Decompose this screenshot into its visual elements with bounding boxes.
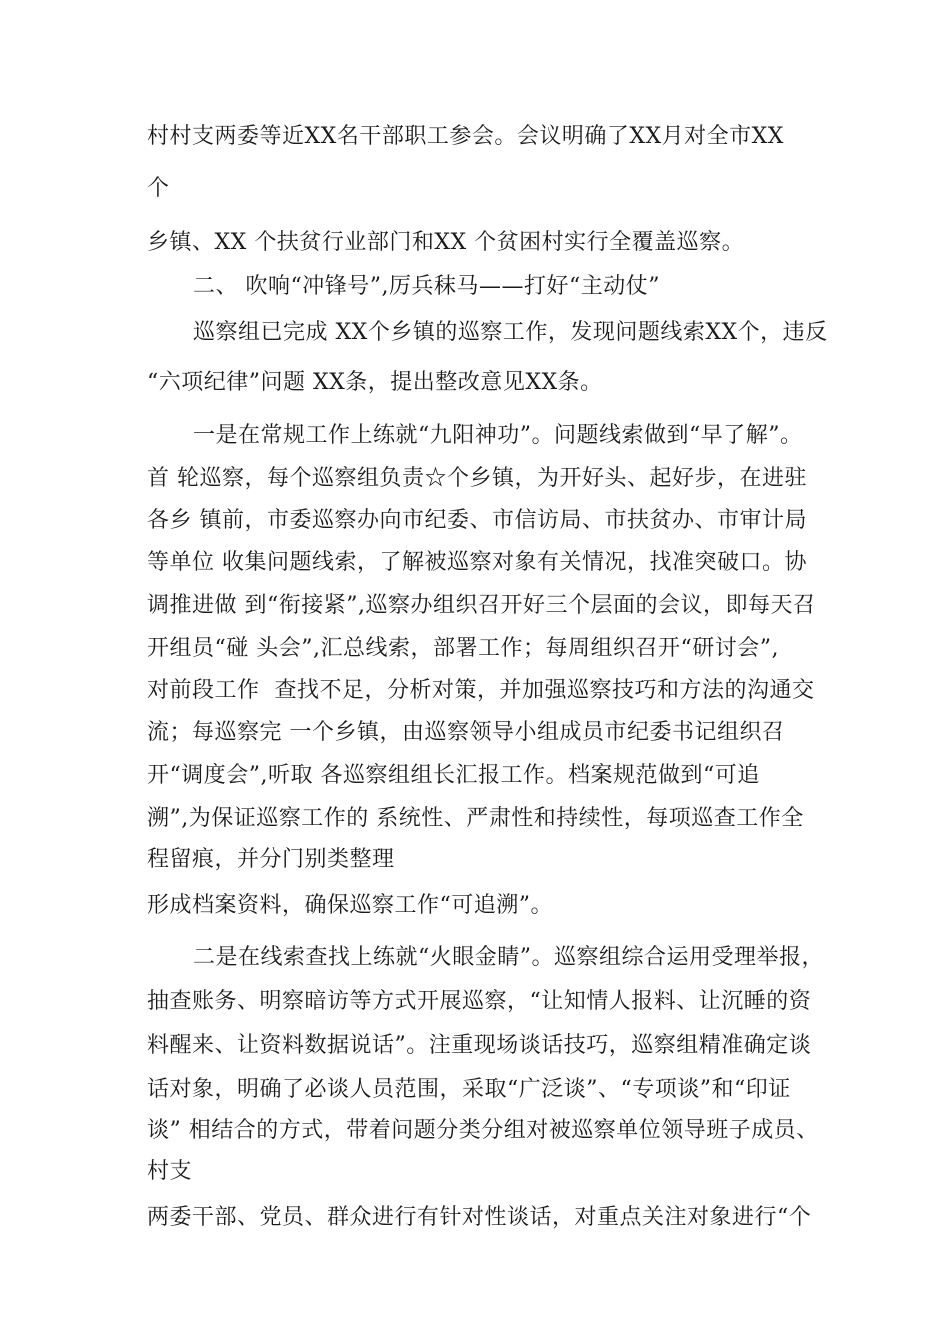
- text-line: 话对象，明确了必谈人员范围，采取“广泛谈”、“专项谈”和“印证: [147, 1077, 791, 1102]
- text-line: 等单位 收集问题线索，了解被巡察对象有关情况，找准突破口。协: [147, 550, 807, 575]
- text-line: 巡察组已完成 XX个乡镇的巡察工作，发现问题线索XX个，违反: [193, 320, 828, 345]
- text-line: 料醒来、让资料数据说话”。注重现场谈话技巧，巡察组精准确定谈: [147, 1033, 812, 1058]
- text-line: 二是在线索查找上练就“火眼金睛”。巡察组综合运用受理举报，: [193, 945, 824, 970]
- text-line: 村村支两委等近XX名干部职工参会。会议明确了XX月对全市XX: [147, 124, 784, 149]
- text-line: 形成档案资料，确保巡察工作“可追溯”。: [147, 893, 553, 918]
- text-line: 程留痕，并分门别类整理: [147, 847, 395, 872]
- text-line: 谈” 相结合的方式，带着问题分类分组对被巡察单位领导班子成员、: [147, 1118, 819, 1143]
- text-line: 两委干部、党员、群众进行有针对性谈话，对重点关注对象进行“个: [147, 1205, 812, 1230]
- text-line: 村支: [147, 1159, 193, 1184]
- text-line: “六项纪律”问题 XX条，提出整改意见XX条。: [147, 370, 603, 395]
- text-line: 抽查账务、明察暗访等方式开展巡察，“让知情人报料、让沉睡的资: [147, 989, 812, 1014]
- text-line: 对前段工作 查找不足，分析对策，并加强巡察技巧和方法的沟通交: [147, 678, 815, 703]
- text-line: 流；每巡察完 一个乡镇，由巡察领导小组成员市纪委书记组织召: [147, 720, 785, 745]
- text-line: 一是在常规工作上练就“九阳神功”。问题线索做到“早了解”。: [193, 423, 803, 448]
- text-line: 首 轮巡察，每个巡察组负责☆个乡镇，为开好头、起好步，在进驻: [147, 466, 807, 491]
- text-line: 各乡 镇前，市委巡察办向市纪委、市信访局、市扶贫办、市审计局: [147, 508, 807, 533]
- section-heading: 二、 吹响“冲锋号”,厉兵秣马——打好“主动仗”: [193, 274, 660, 299]
- text-line: 开组员“碰 头会”,汇总线索，部署工作；每周组织召开“研讨会”,: [147, 636, 779, 661]
- text-line: 溯”,为保证巡察工作的 系统性、严肃性和持续性，每项巡查工作全: [147, 806, 804, 831]
- text-line: 个: [147, 176, 170, 201]
- text-line: 调推进做 到“衔接紧”,巡察办组织召开好三个层面的会议，即每天召: [147, 593, 816, 618]
- text-line: 开“调度会”,听取 各巡察组组长汇报工作。档案规范做到“可追: [147, 763, 760, 788]
- text-line: 乡镇、XX 个扶贫行业部门和XX 个贫困村实行全覆盖巡察。: [147, 230, 745, 255]
